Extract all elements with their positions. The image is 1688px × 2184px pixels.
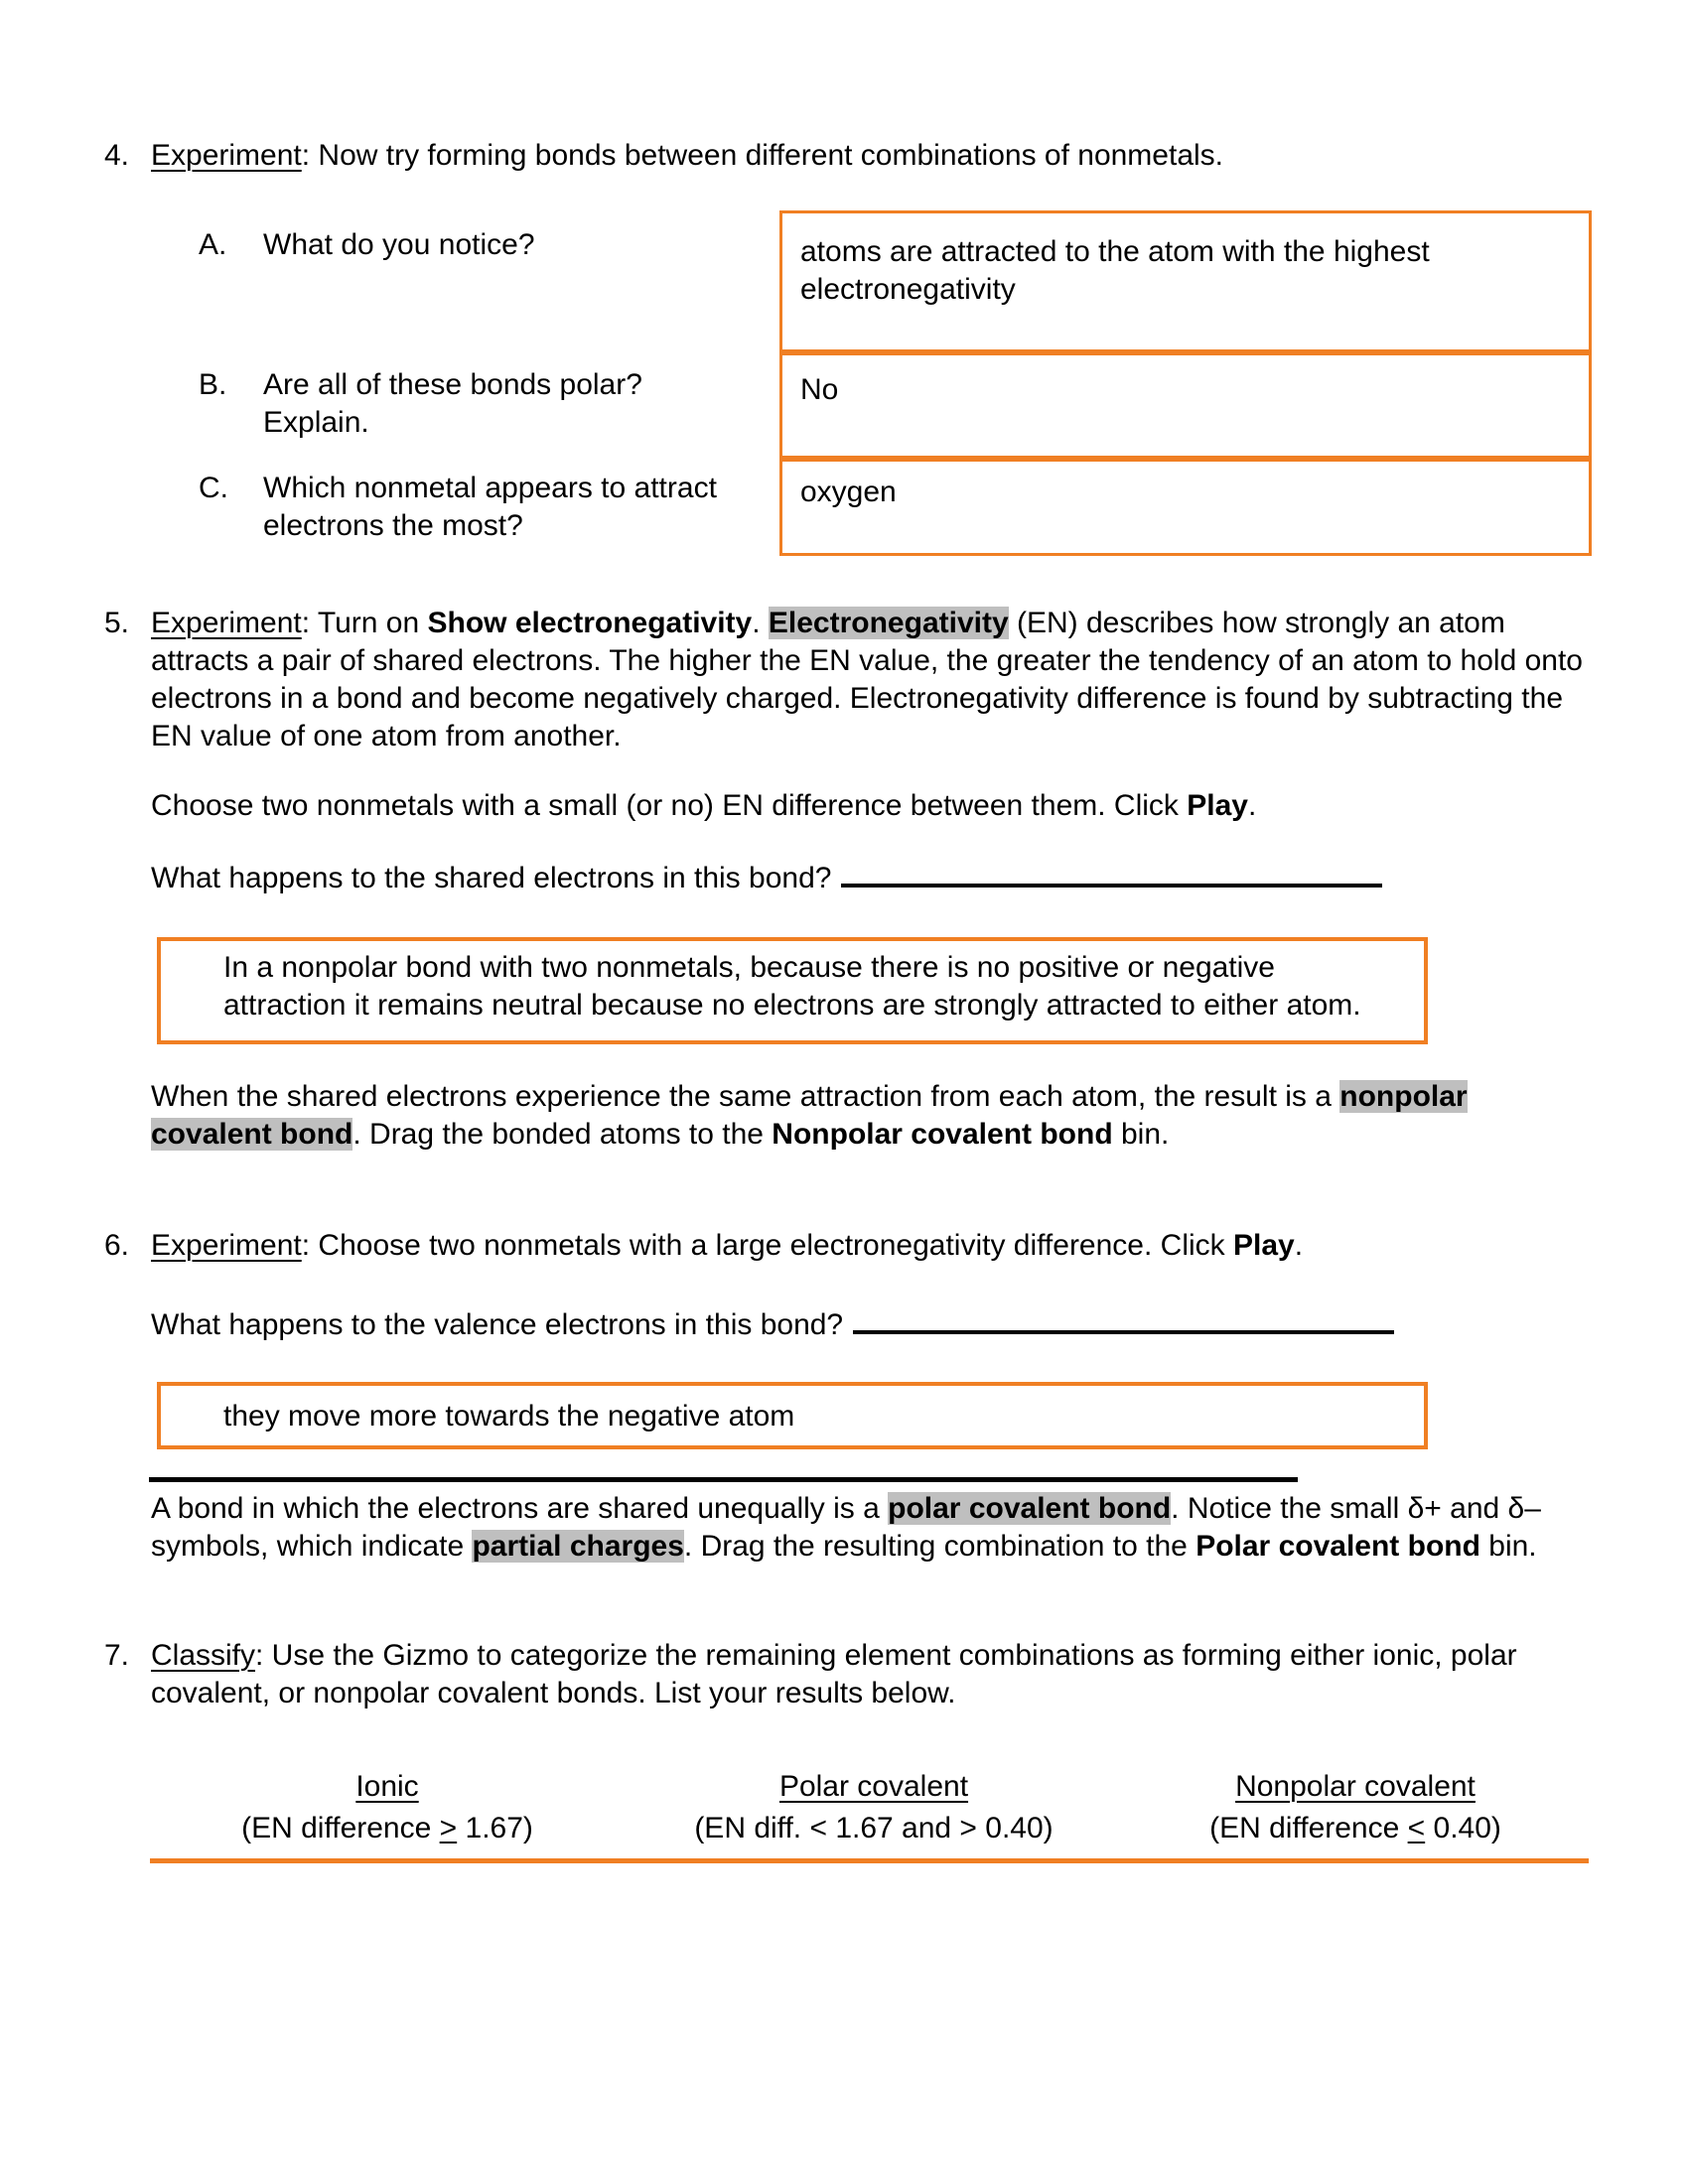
nonpolar-criteria-op: <	[1407, 1812, 1426, 1844]
column-polar-criteria	[645, 1808, 1102, 1849]
answer-box-b[interactable]	[779, 352, 1592, 459]
answer-a-text: atoms are attracted to the atom with the highest electronegativity	[800, 235, 1430, 306]
item-5-turn-on: : Turn on	[301, 607, 428, 639]
play-bold-5: Play	[1187, 789, 1248, 822]
polar-criteria-pre: (EN diff. < 1.67 and > 0.40)	[694, 1812, 1054, 1844]
item-4-heading	[151, 137, 1596, 175]
item-7-heading-text: : Use the Gizmo to categorize the remaining element combinations as forming either ionic, polar covalent, or nonpolar covalent bonds. List your results below.	[151, 1639, 1517, 1709]
item-4-experiment-label: Experiment	[151, 139, 302, 172]
answer-box-c[interactable]	[779, 459, 1592, 556]
para6-mid1: . Notice the small δ+ and δ– symbols, which indicate	[151, 1492, 1541, 1563]
result-pre: When the shared electrons experience the same attraction from each atom, the result is a	[151, 1080, 1340, 1113]
nonpolar-covalent-bond-bold: Nonpolar covalent bond	[772, 1118, 1113, 1151]
answer-box-5[interactable]	[157, 937, 1428, 1044]
item-5-rest: (EN) describes how strongly an atom attracts a pair of shared electrons. The higher the EN value, the greater the tendency of an atom to hold onto electrons in a bond and become negatively charged. Electronegativity difference is found by subtracting the EN value of one atom from another.	[151, 607, 1583, 752]
choose-post: .	[1247, 789, 1257, 822]
item-6-heading-text: : Choose two nonmetals with a large electronegativity difference. Click	[301, 1229, 1233, 1262]
answer-6-text: they move more towards the negative atom	[223, 1400, 795, 1433]
polar-covalent-bond-bold: Polar covalent bond	[1196, 1530, 1480, 1563]
choose-pre: Choose two nonmetals with a small (or no) EN difference between them. Click	[151, 789, 1188, 822]
column-polar-covalent	[645, 1766, 1102, 1849]
ionic-criteria-pre: (EN difference	[241, 1812, 440, 1844]
item-5-period: .	[752, 607, 769, 639]
polar-covalent-paragraph	[151, 1490, 1596, 1566]
shared-electrons-question-text: What happens to the shared electrons in this bond?	[151, 862, 832, 894]
item-7-heading	[151, 1637, 1596, 1712]
para6-mid2: . Drag the resulting combination to the	[683, 1530, 1196, 1563]
question-a	[199, 226, 725, 264]
para6-post: bin.	[1479, 1530, 1537, 1563]
question-b-text: Are all of these bonds polar? Explain.	[263, 368, 642, 439]
show-electronegativity-bold: Show electronegativity	[427, 607, 753, 639]
answer-b-text: No	[800, 373, 839, 406]
item-4-heading-text: : Now try forming bonds between different combinations of nonmetals.	[301, 139, 1224, 172]
question-c	[199, 470, 725, 545]
answer-blank-6	[853, 1324, 1394, 1334]
item-5-experiment-label: Experiment	[151, 607, 302, 639]
partial-charges-highlight: partial charges	[472, 1530, 684, 1563]
choose-nonmetals-line	[151, 787, 1596, 825]
polar-covalent-bond-highlight: polar covalent bond	[888, 1492, 1172, 1525]
item-6-experiment-label: Experiment	[151, 1229, 302, 1262]
question-a-text: What do you notice?	[263, 228, 535, 261]
column-ionic-criteria	[159, 1808, 616, 1849]
item-6-heading-post: .	[1294, 1229, 1304, 1262]
blank-line-6	[149, 1477, 1298, 1482]
para6-pre: A bond in which the electrons are shared unequally is a	[151, 1492, 889, 1525]
nonpolar-criteria-post: 0.40)	[1425, 1812, 1501, 1844]
item-4	[104, 137, 1596, 175]
ionic-criteria-op: >	[439, 1812, 458, 1844]
answer-box-6[interactable]	[157, 1382, 1428, 1449]
valence-electrons-question-text: What happens to the valence electrons in this bond?	[151, 1308, 844, 1341]
play-bold-6: Play	[1232, 1229, 1295, 1262]
question-a-letter: A.	[199, 228, 227, 261]
ionic-criteria-post: 1.67)	[457, 1812, 533, 1844]
question-c-letter: C.	[199, 472, 228, 504]
item-7-classify-label: Classify	[151, 1639, 256, 1672]
question-c-text: Which nonmetal appears to attract electrons the most?	[263, 472, 717, 542]
nonpolar-result-paragraph	[151, 1078, 1596, 1154]
question-b-letter: B.	[199, 368, 227, 401]
column-nonpolar-criteria	[1127, 1808, 1584, 1849]
item-4-number: 4.	[104, 139, 130, 172]
item-5-paragraph	[151, 605, 1596, 755]
result-mid: . Drag the bonded atoms to the	[352, 1118, 773, 1151]
item-5-number: 5.	[104, 607, 130, 639]
item-6	[104, 1227, 1596, 1265]
column-polar-header: Polar covalent	[778, 1770, 969, 1803]
item-7-number: 7.	[104, 1639, 130, 1672]
item-5	[104, 605, 1596, 755]
electronegativity-highlight: Electronegativity	[768, 607, 1009, 639]
answer-c-text: oxygen	[800, 476, 897, 508]
answer-box-a[interactable]	[779, 210, 1592, 352]
column-nonpolar-header: Nonpolar covalent	[1235, 1770, 1476, 1803]
result-post: bin.	[1112, 1118, 1170, 1151]
answer-blank-5	[841, 878, 1382, 887]
item-6-number: 6.	[104, 1229, 130, 1262]
item-7	[104, 1637, 1596, 1712]
column-nonpolar-covalent	[1127, 1766, 1584, 1849]
answer-5-text: In a nonpolar bond with two nonmetals, because there is no positive or negative attraction it remains neutral because no electrons are strongly attracted to either atom.	[223, 951, 1361, 1022]
column-ionic	[159, 1766, 616, 1849]
nonpolar-criteria-pre: (EN difference	[1209, 1812, 1408, 1844]
item-6-heading	[151, 1227, 1596, 1265]
orange-divider-line	[150, 1858, 1589, 1863]
shared-electrons-question	[151, 860, 1382, 897]
nonpolar-covalent-bond-highlight: nonpolar covalent bond	[151, 1080, 1468, 1151]
valence-electrons-question	[151, 1306, 1394, 1344]
question-b	[199, 366, 725, 442]
column-ionic-header: Ionic	[355, 1770, 419, 1803]
